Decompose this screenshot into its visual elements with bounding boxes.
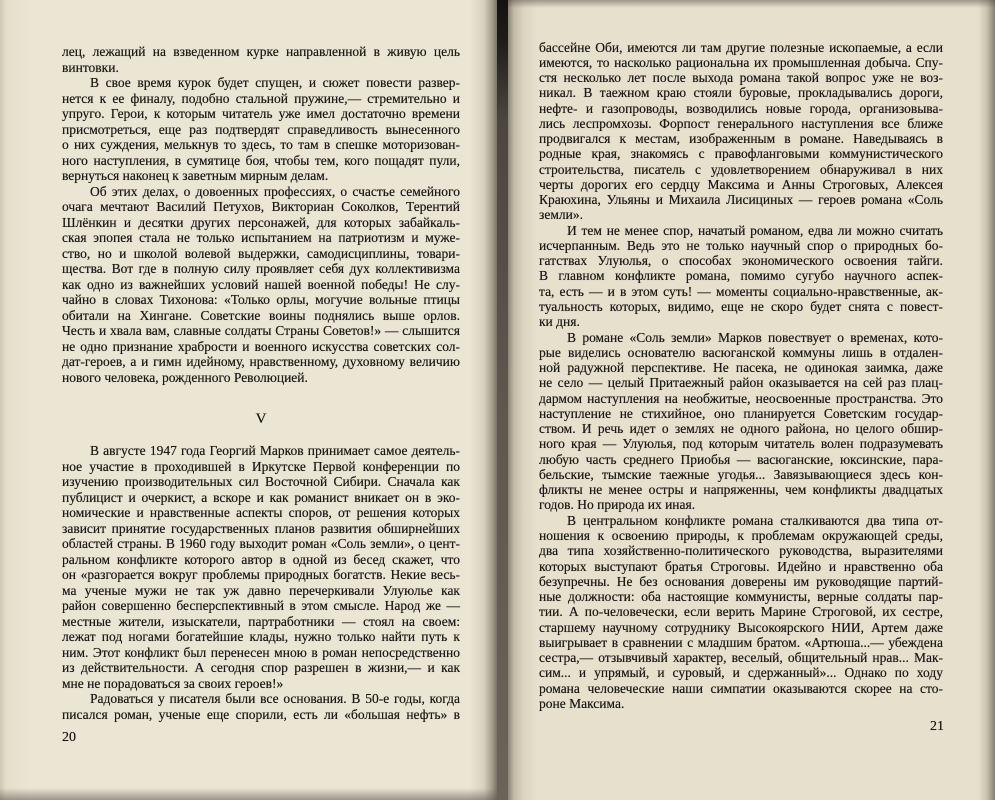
line-text: ношения к освоению природы, к проблемам окружающей среды, <box>539 528 943 543</box>
line-text: Честь и хвала вам, славные солдаты Страны Советов!» — слышится <box>62 323 460 338</box>
text-line <box>539 528 943 543</box>
paragraph <box>62 44 460 75</box>
line-text: он «разгорается вокруг проблемы природных богатств. Некие весь- <box>62 567 460 582</box>
line-text: В августе 1947 года Георгий Марков принимает самое деятель- <box>90 443 460 458</box>
line-text: которых выступают братья Строговы. Идейно и нравственно оба <box>539 558 943 574</box>
line-text: ство, но и школой волевой выдержки, самодисциплины, товари- <box>62 245 460 261</box>
line-text: старшему научному сотруднику Высокоярского НИИ, Артем даже <box>539 619 943 635</box>
line-text: лец, лежащий на взведенном курке направленной в живую цель <box>62 44 460 59</box>
text-line <box>62 583 460 599</box>
line-text: публицист и очеркист, а вскоре и как романист вникает он в эко- <box>62 489 460 505</box>
text-line <box>539 330 943 345</box>
text-line <box>62 521 460 537</box>
line-text: ные должности: оба настоящие коммунисты, верные солдаты пар- <box>539 589 943 605</box>
paragraph <box>539 330 943 513</box>
line-text: о них суждения, мелькнув то здесь, то там в спешке моторизован- <box>62 137 460 152</box>
text-line <box>62 443 460 459</box>
text-line <box>539 116 943 131</box>
line-text: В свое время курок будет спущен, и сюжет повести развер- <box>90 75 460 90</box>
text-line <box>62 292 460 308</box>
line-text: ним. Этот конфликт был перенесен мною в роман непосредственно <box>62 644 460 660</box>
paragraph <box>62 75 460 184</box>
line-text: Шлёнкин и десятки других персонажей, для которых забайкаль- <box>62 214 460 230</box>
line-text: из действительности. А сегодня спор разрешен в жизни,— и как <box>62 660 460 675</box>
line-text: ки дня. <box>539 314 580 330</box>
page-edge-shadow <box>0 788 497 800</box>
text-line <box>62 246 460 262</box>
text-line <box>539 421 943 436</box>
line-text: исчерпанным. Ведь это не только научный спор о природных бо- <box>539 237 943 253</box>
line-text: романа человеческие наши симпатии оказываются скорее на сто- <box>539 680 943 696</box>
line-text: изучению производительных сил Восточной Сибири. Сначала как <box>62 474 460 489</box>
text-line <box>62 505 460 521</box>
line-text: выигрывает в сравнении с младшим братом. «Артюша...— убеждена <box>539 634 943 650</box>
text-line <box>539 345 943 360</box>
line-text: гатствах Улуюлья, о способах экономического освоения тайги. <box>539 253 943 269</box>
text-line <box>539 146 943 161</box>
text-line <box>62 106 460 122</box>
text-line <box>539 85 943 100</box>
line-text: любую часть среднего Приобья — васюганские, юксинские, пара- <box>539 451 943 467</box>
text-line <box>539 238 943 253</box>
line-text: местные жители, изыскатели, партработники — стоял на своем: <box>62 613 460 629</box>
text-line <box>539 589 943 604</box>
line-text: роне Максима. <box>539 695 625 711</box>
right-page-text <box>539 40 943 712</box>
text-line <box>539 559 943 574</box>
text-line <box>539 375 943 390</box>
line-text: В романе «Соль земли» Марков повествует о временах, кото- <box>567 329 943 345</box>
text-line <box>62 552 460 568</box>
line-text: номические и нравственные аспекты споров, от решения которых <box>62 505 460 520</box>
text-line <box>62 261 460 277</box>
line-text: присмотреться, еще раз подтвердят справедливость вынесенного <box>62 121 460 137</box>
line-text: нефте- и газопроводы, возводились новые города, организовыва- <box>539 100 943 116</box>
paragraph <box>62 184 460 386</box>
line-text: ное участие в проходившей в Иркутске Первой конференции по <box>62 458 460 474</box>
page-edge-shadow <box>508 0 995 8</box>
text-line <box>62 215 460 231</box>
line-text: Радоваться у писателя были все основания. В 50-е годы, когда <box>90 691 460 706</box>
left-page-text-upper <box>62 44 460 385</box>
line-text: ного наступления, в сумятице боя, чтобы тем, кого пощадят пули, <box>62 152 460 168</box>
text-line <box>62 137 460 153</box>
line-text: очага мечтают Василий Петухов, Викториан Соколков, Терентий <box>62 199 460 214</box>
text-line <box>62 614 460 630</box>
line-text: зависит принятие государственных планов развития обширнейших <box>62 520 460 536</box>
line-text: как одно из важнейших условий нашей военной победы! Не слу- <box>62 276 460 292</box>
line-text: дармом наступления на необжитые, неосвоенные пространства. Это <box>539 390 943 406</box>
line-text: фликты не менее остры и напряженны, чем конфликты двадцатых <box>539 482 943 498</box>
text-line <box>62 474 460 490</box>
line-text: не одно признание храбрости и военного искусства советских сол- <box>62 338 460 354</box>
text-line <box>539 650 943 665</box>
line-text: земли». <box>539 207 583 223</box>
line-text: лись леспромхозы. Форпост генерального наступления все ближе <box>539 115 943 131</box>
text-line <box>62 277 460 293</box>
text-line <box>539 55 943 70</box>
line-text: лежат под ногами богатейшие клады, нужно только найти путь к <box>62 629 460 644</box>
text-line <box>62 308 460 324</box>
line-text: ной радужной перспективе. Не пасека, не одинокая заимка, даже <box>539 360 943 376</box>
line-text: район совершенно бесперспективный в этом смысле. Народ же — <box>62 598 460 613</box>
text-line <box>539 497 943 512</box>
text-line <box>62 660 460 676</box>
text-line <box>539 436 943 451</box>
paragraph <box>539 40 943 223</box>
text-line <box>62 691 460 707</box>
line-text: никал. В таежном краю стояли буровые, прокладывались дороги, <box>539 85 943 101</box>
left-page-text-lower <box>62 443 460 722</box>
line-text: родные края, знакомясь с правофланговыми коммунистического <box>539 146 943 162</box>
text-line <box>539 162 943 177</box>
text-line <box>62 168 460 184</box>
line-text: ного края — Улуюлья, под которым читатель волен подразумевать <box>539 436 943 452</box>
text-line <box>539 620 943 635</box>
line-text: дат-героев, а и гимн идейному, нравственному, духовному величию <box>62 354 460 369</box>
line-text: ральном конфликте которого автор в одной из бесед скажет, что <box>62 551 460 567</box>
line-text: ма ученые мужи не так уж давно перечеркивали Улуюлье как <box>62 582 460 598</box>
text-line <box>62 645 460 661</box>
line-text: И тем не менее спор, начатый романом, едва ли можно считать <box>567 222 943 238</box>
text-line <box>62 230 460 246</box>
text-line <box>62 598 460 614</box>
line-text: безупречны. Не без основания доверены им руководящие партий- <box>539 573 943 589</box>
text-line <box>539 406 943 421</box>
text-line <box>539 360 943 375</box>
line-text: не село — целый Притаежный район оказывается на сей раз плац- <box>539 375 943 391</box>
text-line <box>62 122 460 138</box>
paragraph <box>62 691 460 722</box>
text-line <box>62 567 460 583</box>
text-line <box>62 536 460 552</box>
line-text: рые виделись основателю васюганской коммуны лишь в отдален- <box>539 344 943 360</box>
line-text: В главном конфликте романа, помимо сугубо научного аспек- <box>539 268 943 284</box>
line-text: винтовки. <box>62 59 119 75</box>
line-text: годов. Но природа их иная. <box>539 497 696 513</box>
text-line <box>539 543 943 558</box>
text-line <box>539 665 943 680</box>
text-line <box>62 490 460 506</box>
text-line <box>62 91 460 107</box>
text-line <box>62 60 460 76</box>
line-text: нется к ее финалу, подобно стальной пружине,— стремительно и <box>62 90 460 106</box>
text-line <box>62 75 460 91</box>
line-text: бельские, тымские таежные угодья... Завязывающиеся здесь кон- <box>539 466 943 482</box>
text-line <box>539 681 943 696</box>
line-text: сестра,— отзывчивый характер, веселый, общительный нрав... Мак- <box>539 650 943 666</box>
text-line <box>539 70 943 85</box>
page-number: 20 <box>62 730 76 745</box>
text-line <box>539 467 943 482</box>
text-line <box>539 101 943 116</box>
paragraph <box>539 223 943 330</box>
line-text: В центральном конфликте романа сталкиваются два типа от- <box>567 512 943 528</box>
line-text: продвигался к местам, изображенным в романе. Наведываясь в <box>539 131 943 147</box>
line-text: бассейне Оби, имеются ли там другие полезные ископаемые, а если <box>539 39 943 55</box>
text-line <box>539 192 943 207</box>
line-text: вернуться наконец к заветным мирным делам. <box>62 168 329 183</box>
text-line <box>539 604 943 619</box>
paragraph <box>539 513 943 711</box>
text-line <box>539 513 943 528</box>
text-line <box>62 199 460 215</box>
line-text: ством. И речь идет о землях не одного района, но целого обшир- <box>539 421 943 437</box>
text-line <box>539 253 943 268</box>
text-line <box>62 153 460 169</box>
text-line <box>62 459 460 475</box>
text-line <box>62 44 460 60</box>
text-line <box>539 391 943 406</box>
text-line <box>62 354 460 370</box>
text-line <box>539 696 943 711</box>
line-text: та, есть — и в этом суть! — моменты социально-нравственные, ак- <box>539 283 943 299</box>
paragraph <box>62 443 460 691</box>
text-line <box>62 707 460 723</box>
text-line <box>62 323 460 339</box>
line-text: Краюхина, Ульяны и Михаила Лисициных — героев романа «Соль <box>539 192 943 208</box>
text-line <box>539 299 943 314</box>
line-text: Об этих делах, о довоенных профессиях, о счастье семейного <box>90 183 460 199</box>
text-line <box>539 40 943 55</box>
line-text: тии. А по-человечески, если верить Марине Строговой, их сестре, <box>539 604 943 620</box>
section-heading: V <box>255 411 267 427</box>
line-text: нового человека, рожденного Революцией. <box>62 369 308 385</box>
text-line <box>539 452 943 467</box>
line-text: строительства, писатель с удовлетворением обнаруживал в них <box>539 161 943 177</box>
line-text: стя несколько лет после выхода романа такой вопрос уже не воз- <box>539 70 943 86</box>
text-line <box>539 223 943 238</box>
text-line <box>539 268 943 283</box>
text-line <box>539 207 943 222</box>
line-text: обитали на Хингане. Советские воины поднялись выше орлов. <box>62 307 460 323</box>
text-line <box>62 370 460 386</box>
line-text: черты дорогих его сердцу Максима и Анны Строговых, Алексея <box>539 176 943 192</box>
text-line <box>62 676 460 692</box>
text-line <box>62 629 460 645</box>
text-line <box>539 314 943 329</box>
line-text: имеются, то насколько рациональна их промышленная добыча. Спу- <box>539 54 943 70</box>
text-line <box>62 339 460 355</box>
book-gutter-shadow <box>497 0 508 800</box>
line-text: сим... и упрямый, и суровый, и сдержанный»... Однако по ходу <box>539 665 943 681</box>
line-text: областей страны. В 1960 году выходит роман «Соль земли», о цент- <box>62 536 460 551</box>
line-text: упруго. Герои, к которым читатель уже имел достаточно времени <box>62 106 460 121</box>
line-text: чайно в словах Тихонова: «Только орлы, могучие вольные птицы <box>62 292 460 307</box>
text-line <box>539 574 943 589</box>
text-line <box>62 184 460 200</box>
text-line <box>539 284 943 299</box>
line-text: мне не порадоваться за своих героев!» <box>62 675 284 691</box>
text-line <box>539 177 943 192</box>
line-text: щества. Вот где в полную силу проявляет себя дух коллективизма <box>62 261 460 276</box>
line-text: ская эпопея стала не только испытанием на патриотизм и муже- <box>62 230 460 245</box>
line-text: писался роман, ученые еще спорили, есть ли «большая нефть» в <box>62 706 460 722</box>
text-line <box>539 635 943 650</box>
page-number: 21 <box>930 719 944 734</box>
text-line <box>539 131 943 146</box>
line-text: два типа хозяйственно-политического руководства, выразителями <box>539 543 943 559</box>
line-text: туальность которых, видимо, еще не скоро будет снята с повест- <box>539 299 943 315</box>
text-line <box>539 482 943 497</box>
line-text: наступление не стихийное, оно планируется Советским государ- <box>539 405 943 421</box>
